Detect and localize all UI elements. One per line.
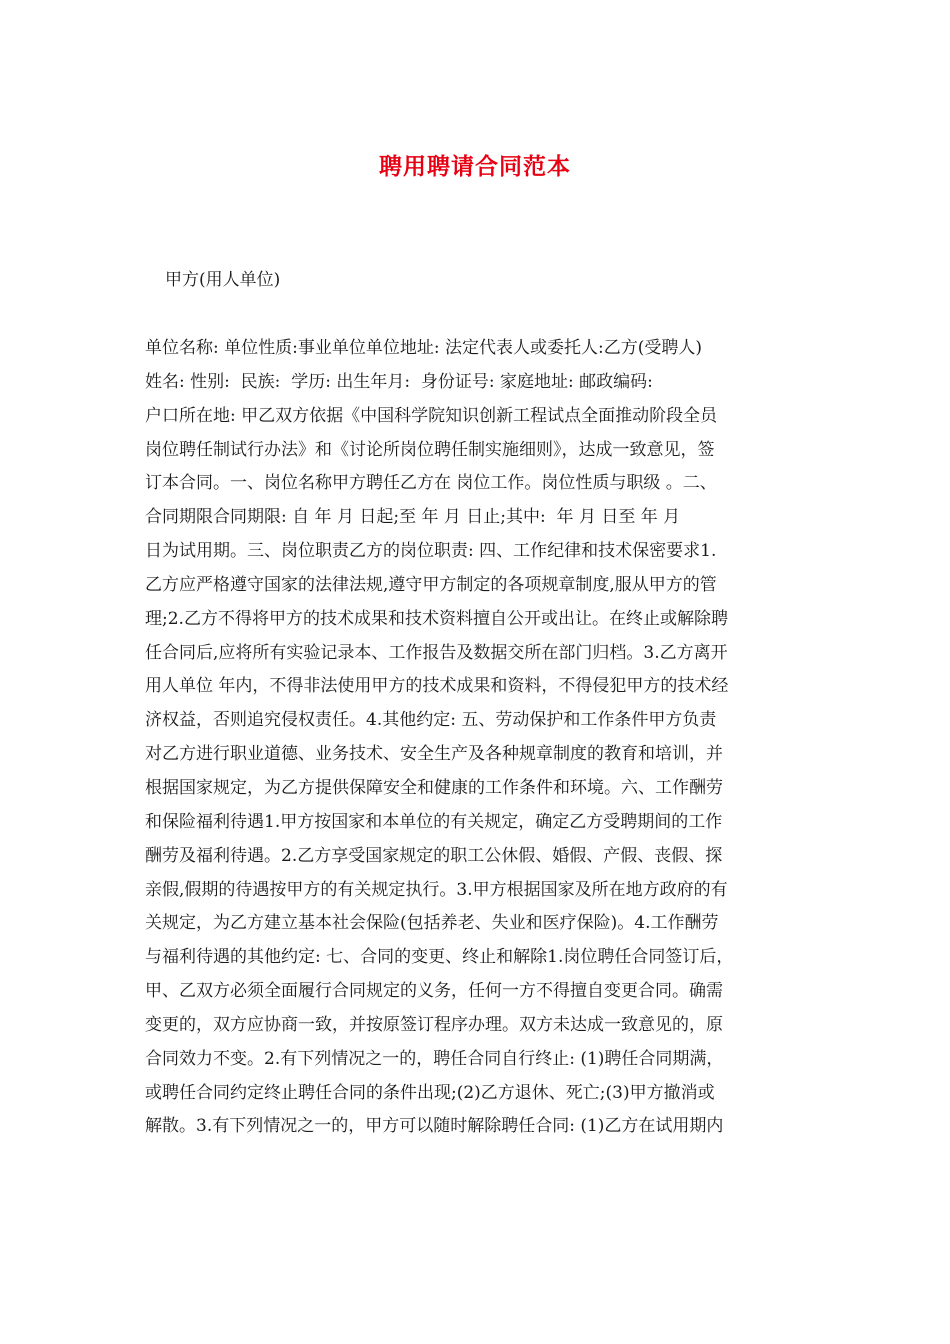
contract-body (145, 332, 825, 1144)
body-line: 亲假,假期的待遇按甲方的有关规定执行。3.甲方根据国家及所在地方政府的有 (145, 879, 728, 900)
body-line: 与福利待遇的其他约定: 七、合同的变更、终止和解除1.岗位聘任合同签订后， (145, 947, 734, 968)
body-line: 日为试用期。三、岗位职责乙方的岗位职责: 四、工作纪律和技术保密要求1. (145, 541, 717, 562)
body-line: 根据国家规定，为乙方提供保障安全和健康的工作条件和环境。六、工作酬劳 (145, 777, 723, 798)
body-line: 用人单位 年内，不得非法使用甲方的技术成果和资料，不得侵犯甲方的技术经 (145, 676, 729, 697)
body-line: 岗位聘任制试行办法》和《讨论所岗位聘任制实施细则》，达成一致意见，签 (145, 439, 715, 460)
body-line: 解散。3.有下列情况之一的，甲方可以随时解除聘任合同: (1)乙方在试用期内 (145, 1116, 724, 1137)
body-line: 合同期限合同期限: 自 年 月 日起;至 年 月 日止;其中: 年 月 日至 年 月 (145, 507, 681, 528)
body-line: 理;2.乙方不得将甲方的技术成果和技术资料擅自公开或出让。在终止或解除聘 (145, 608, 728, 629)
body-line: 济权益，否则追究侵权责任。4.其他约定: 五、劳动保护和工作条件甲方负责 (145, 710, 717, 731)
body-line: 订本合同。一、岗位名称甲方聘任乙方在 岗位工作。岗位性质与职级 。二、 (145, 473, 717, 494)
body-line: 变更的，双方应协商一致，并按原签订程序办理。双方未达成一致意见的，原 (145, 1014, 723, 1035)
body-line: 酬劳及福利待遇。2.乙方享受国家规定的职工公休假、婚假、产假、丧假、探 (145, 845, 723, 866)
body-line: 户口所在地: 甲乙双方依据《中国科学院知识创新工程试点全面推动阶段全员 (145, 405, 718, 426)
body-line: 姓名: 性别: 民族: 学历: 出生年月: 身份证号: 家庭地址: 邮政编码: (145, 371, 653, 392)
body-line: 单位名称: 单位性质:事业单位单位地址: 法定代表人或委托人:乙方(受聘人) (145, 338, 702, 358)
party-a-heading: 甲方(用人单位) (165, 270, 281, 290)
body-line: 乙方应严格遵守国家的法律法规,遵守甲方制定的各项规章制度,服从甲方的管 (145, 574, 717, 595)
document-title: 聘用聘请合同范本 (379, 153, 571, 180)
body-line: 和保险福利待遇1.甲方按国家和本单位的有关规定，确定乙方受聘期间的工作 (145, 811, 723, 832)
body-line: 对乙方进行职业道德、业务技术、安全生产及各种规章制度的教育和培训，并 (145, 744, 723, 765)
body-line: 关规定，为乙方建立基本社会保险(包括养老、失业和医疗保险)。4.工作酬劳 (145, 913, 719, 934)
body-line: 或聘任合同约定终止聘任合同的条件出现;(2)乙方退休、死亡;(3)甲方撤消或 (145, 1082, 715, 1103)
body-line: 任合同后,应将所有实验记录本、工作报告及数据交所在部门归档。3.乙方离开 (145, 642, 728, 663)
body-line: 合同效力不变。2.有下列情况之一的，聘任合同自行终止: (1)聘任合同期满， (145, 1048, 724, 1069)
body-line: 甲、乙双方必须全面履行合同规定的义务，任何一方不得擅自变更合同。确需 (145, 981, 723, 1002)
